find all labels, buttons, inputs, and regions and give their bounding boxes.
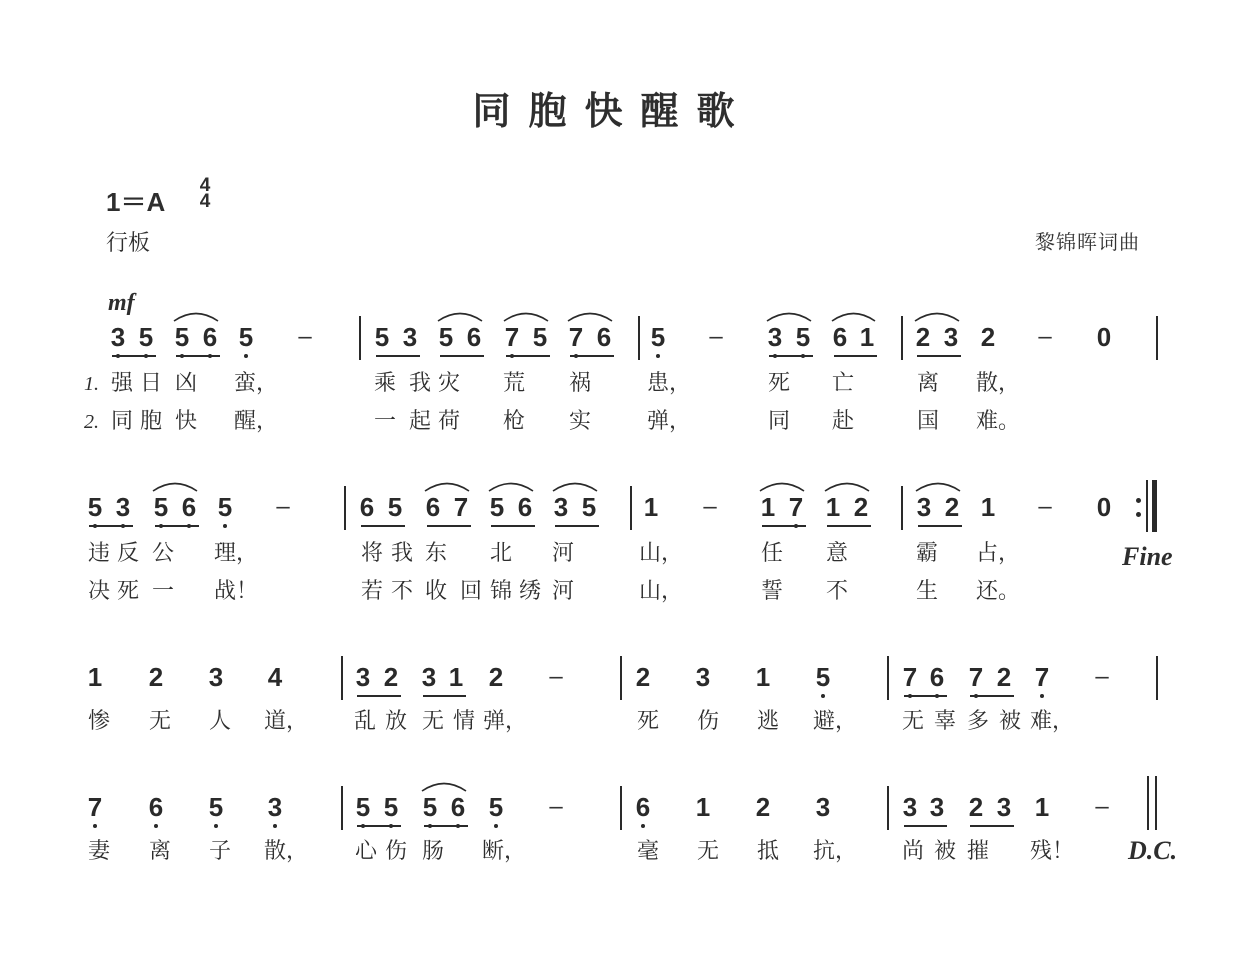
lyric-syllable: 山， (639, 541, 684, 566)
lyric-syllable: 断， (482, 839, 527, 864)
slur-arc (503, 310, 549, 320)
eighth-beam (423, 695, 466, 697)
lyric-syllable: 荒 (502, 371, 525, 396)
lyric-syllable: 惨 (87, 709, 110, 734)
slur-arc (424, 480, 470, 490)
lyric-syllable: 无 (148, 709, 171, 734)
lyric-syllable: 生 (915, 579, 938, 604)
note: 3 (815, 792, 831, 822)
lyric-syllable: 绣 (518, 579, 541, 604)
note: 2 (488, 662, 504, 692)
note: 1 (643, 492, 659, 522)
bar-line (901, 316, 903, 360)
eighth-beam (427, 525, 471, 527)
note: 2 (755, 792, 771, 822)
note: 6 (925, 662, 949, 692)
note: 7 (500, 322, 524, 352)
bar-line (638, 316, 640, 360)
lyric-syllable: 道， (264, 709, 309, 734)
lyric-syllable: 弹， (647, 409, 692, 434)
note: 1 (448, 662, 464, 692)
note: 3 (553, 492, 569, 522)
lyric-syllable: 灾 (437, 371, 460, 396)
lyric-syllable: 散， (264, 839, 309, 864)
note: 6 (425, 492, 441, 522)
lyric-syllable: 尚 (901, 839, 924, 864)
note: 5 (484, 792, 508, 822)
note: 3 (208, 662, 224, 692)
octave-dot (154, 824, 158, 828)
lyric-syllable: 赴 (831, 409, 854, 434)
lyric-syllable: 决 (87, 579, 110, 604)
note: 5 (438, 322, 454, 352)
lyric-syllable: 逃 (756, 709, 779, 734)
lyric-syllable: 乱 (353, 709, 376, 734)
note: 6 (198, 322, 222, 352)
bar-line (1146, 480, 1148, 532)
eighth-beam (361, 525, 405, 527)
note: 2 (968, 792, 984, 822)
eighth-beam (491, 525, 535, 527)
sustain-dash: – (1038, 323, 1052, 350)
lyric-syllable: 弹， (483, 709, 528, 734)
lyric-syllable: 凶 (174, 371, 197, 396)
lyric-syllable: 荷 (437, 409, 460, 434)
note: 7 (898, 662, 922, 692)
slur-arc (831, 310, 876, 320)
note: 4 (267, 662, 283, 692)
note: 3 (106, 322, 130, 352)
eighth-beam (440, 355, 484, 357)
note: 1 (1034, 792, 1050, 822)
double-bar-line (1155, 776, 1157, 830)
lyric-syllable: 蛮， (234, 371, 279, 396)
lyric-syllable: 被 (933, 839, 956, 864)
slur-arc (552, 480, 598, 490)
note: 5 (489, 492, 505, 522)
lyric-syllable: 毫 (636, 839, 659, 864)
eighth-beam (506, 355, 550, 357)
lyric-syllable: 日 (139, 371, 162, 396)
double-bar-line (1147, 776, 1149, 830)
lyric-syllable: 国 (916, 409, 939, 434)
eighth-beam (555, 525, 599, 527)
note: 3 (263, 792, 287, 822)
song-title: 同胞快醒歌 (472, 88, 753, 133)
eighth-beam (112, 355, 156, 357)
octave-dot (273, 824, 277, 828)
sustain-dash: – (276, 493, 290, 520)
lyric-syllable: 无 (696, 839, 719, 864)
note: 6 (596, 322, 612, 352)
note: 1 (755, 662, 771, 692)
note: 5 (387, 492, 403, 522)
note: 5 (83, 492, 107, 522)
note: 2 (996, 662, 1012, 692)
note: 5 (418, 792, 442, 822)
note: 6 (144, 792, 168, 822)
note: 3 (402, 322, 418, 352)
octave-dot (1040, 694, 1044, 698)
bar-line (1156, 316, 1158, 360)
lyric-syllable: 收 (424, 579, 447, 604)
time-signature-top: 4 (199, 175, 211, 196)
lyric-syllable: 醒， (234, 409, 279, 434)
slur-arc (152, 480, 198, 490)
lyric-syllable: 抵 (756, 839, 779, 864)
note: 5 (213, 492, 237, 522)
lyric-syllable: 离 (916, 371, 939, 396)
slur-arc (759, 480, 805, 490)
lyric-syllable: 锦 (489, 579, 512, 604)
octave-dot (821, 694, 825, 698)
octave-dot (93, 824, 97, 828)
slur-arc (766, 310, 812, 320)
lyric-syllable: 多 (966, 709, 989, 734)
note: 3 (916, 492, 932, 522)
note: 7 (83, 792, 107, 822)
lyric-syllable: 河 (551, 579, 574, 604)
eighth-beam (155, 525, 199, 527)
final-bar-line (1152, 480, 1157, 532)
eighth-beam (917, 355, 961, 357)
eighth-beam (904, 695, 947, 697)
note: 1 (980, 492, 996, 522)
lyric-syllable: 北 (489, 541, 512, 566)
repeat-dot (1136, 498, 1141, 503)
sustain-dash: – (703, 493, 717, 520)
note: 1 (859, 322, 875, 352)
lyric-syllable: 无 (421, 709, 444, 734)
tempo-marking: 行板 (106, 231, 151, 256)
note: 2 (915, 322, 931, 352)
octave-dot (494, 824, 498, 828)
bar-line (630, 486, 632, 530)
composer-credit: 黎锦晖词曲 (1035, 230, 1140, 254)
bar-line (887, 786, 889, 830)
lyric-syllable: 摧 (966, 839, 989, 864)
note: 2 (944, 492, 960, 522)
bar-line (341, 656, 343, 700)
lyric-syllable: 不 (390, 579, 413, 604)
bar-line (887, 656, 889, 700)
bar-line (1156, 656, 1158, 700)
lyric-syllable: 强 (110, 371, 133, 396)
lyric-syllable: 被 (998, 709, 1021, 734)
note: 5 (791, 322, 815, 352)
bar-line (359, 316, 361, 360)
lyric-syllable: 肠 (421, 839, 444, 864)
lyric-syllable: 伤 (696, 709, 719, 734)
lyric-syllable: 公 (151, 541, 174, 566)
lyric-syllable: 死 (116, 579, 139, 604)
sustain-dash: – (549, 663, 563, 690)
note: 5 (581, 492, 597, 522)
lyric-syllable: 残！ (1030, 839, 1075, 864)
time-signature (194, 175, 216, 212)
note: 5 (351, 792, 375, 822)
note: 7 (564, 322, 588, 352)
note: 3 (421, 662, 437, 692)
key-signature: 1＝A (106, 187, 166, 217)
lyric-syllable: 快 (174, 409, 197, 434)
lyric-syllable: 患， (647, 371, 692, 396)
note: 2 (980, 322, 996, 352)
lyric-syllable: 祸 (568, 371, 591, 396)
lyric-syllable: 人 (208, 709, 231, 734)
lyric-syllable: 意 (825, 541, 848, 566)
note: 1 (87, 662, 103, 692)
note: 2 (148, 662, 164, 692)
eighth-beam (376, 355, 420, 357)
note: 6 (517, 492, 533, 522)
lyric-syllable: 伤 (384, 839, 407, 864)
lyric-syllable: 违 (87, 541, 110, 566)
dynamic-marking: mf (108, 290, 135, 316)
lyric-syllable: 散， (976, 371, 1021, 396)
lyric-syllable: 辜 (933, 709, 956, 734)
eighth-beam (762, 525, 806, 527)
octave-dot (641, 824, 645, 828)
repeat-dot (1136, 512, 1141, 517)
note: 3 (943, 322, 959, 352)
note: 2 (383, 662, 399, 692)
note: 5 (149, 492, 173, 522)
lyric-syllable: 我 (408, 371, 431, 396)
note: 3 (902, 792, 918, 822)
lyric-syllable: 理， (214, 541, 259, 566)
eighth-beam (827, 525, 871, 527)
lyric-syllable: 战！ (214, 579, 259, 604)
lyric-syllable: 回 (459, 579, 482, 604)
lyric-syllable: 离 (148, 839, 171, 864)
lyric-syllable: 枪 (502, 409, 525, 434)
note: 5 (204, 792, 228, 822)
note: 5 (532, 322, 548, 352)
note: 3 (695, 662, 711, 692)
note: 0 (1096, 492, 1112, 522)
bar-line (901, 486, 903, 530)
note: 5 (379, 792, 403, 822)
note: 6 (631, 792, 655, 822)
eighth-beam (970, 825, 1014, 827)
note: 5 (134, 322, 158, 352)
sustain-dash: – (298, 323, 312, 350)
lyric-syllable: 将 (360, 541, 383, 566)
note: 3 (996, 792, 1012, 822)
octave-dot (244, 354, 248, 358)
octave-dot (223, 524, 227, 528)
sustain-dash: – (1095, 793, 1109, 820)
eighth-beam (357, 695, 401, 697)
lyric-syllable: 同 (110, 409, 133, 434)
note: 7 (1030, 662, 1054, 692)
lyric-syllable: 我 (390, 541, 413, 566)
lyric-syllable: 霸 (915, 541, 938, 566)
lyric-syllable: 抗， (813, 839, 858, 864)
dc-marking: D.C. (1128, 836, 1178, 865)
lyric-syllable: 难。 (976, 409, 1021, 434)
verse-number: 1. (84, 373, 99, 395)
note: 5 (234, 322, 258, 352)
lyric-syllable: 若 (360, 579, 383, 604)
note: 1 (695, 792, 711, 822)
eighth-beam (769, 355, 813, 357)
sustain-dash: – (549, 793, 563, 820)
note: 5 (374, 322, 390, 352)
lyric-syllable: 情 (452, 709, 475, 734)
note: 7 (453, 492, 469, 522)
note: 1 (825, 492, 841, 522)
lyric-syllable: 任 (760, 541, 783, 566)
note: 0 (1096, 322, 1112, 352)
note: 7 (784, 492, 808, 522)
lyric-syllable: 妻 (87, 839, 110, 864)
lyric-syllable: 死 (767, 371, 790, 396)
octave-dot (214, 824, 218, 828)
lyric-syllable: 死 (636, 709, 659, 734)
note: 3 (929, 792, 945, 822)
slur-arc (567, 310, 613, 320)
lyric-syllable: 一 (151, 579, 174, 604)
note: 6 (359, 492, 375, 522)
bar-line (341, 786, 343, 830)
note: 2 (853, 492, 869, 522)
lyric-syllable: 放 (384, 709, 407, 734)
lyric-syllable: 誓 (760, 579, 783, 604)
note: 5 (811, 662, 835, 692)
eighth-beam (970, 695, 1014, 697)
note: 5 (170, 322, 194, 352)
eighth-beam (176, 355, 220, 357)
sustain-dash: – (1095, 663, 1109, 690)
slur-arc (914, 310, 960, 320)
eighth-beam (424, 825, 468, 827)
lyric-syllable: 山， (639, 579, 684, 604)
bar-line (620, 656, 622, 700)
lyric-syllable: 难， (1030, 709, 1075, 734)
note: 7 (964, 662, 988, 692)
fine-marking: Fine (1122, 542, 1173, 571)
note: 6 (177, 492, 201, 522)
lyric-syllable: 子 (208, 839, 231, 864)
bar-line (344, 486, 346, 530)
lyric-syllable: 东 (424, 541, 447, 566)
eighth-beam (357, 825, 401, 827)
slur-arc (915, 480, 961, 490)
note: 3 (355, 662, 371, 692)
eighth-beam (904, 825, 947, 827)
lyric-syllable: 避， (813, 709, 858, 734)
slur-arc (421, 780, 467, 790)
lyric-syllable: 亡 (831, 371, 854, 396)
lyric-syllable: 反 (116, 541, 139, 566)
lyric-syllable: 心 (354, 839, 377, 864)
lyric-syllable: 无 (901, 709, 924, 734)
verse-number: 2. (84, 411, 99, 433)
lyric-syllable: 河 (551, 541, 574, 566)
eighth-beam (918, 525, 962, 527)
lyric-syllable: 起 (408, 409, 431, 434)
octave-dot (656, 354, 660, 358)
lyric-syllable: 乘 (373, 371, 396, 396)
note: 6 (832, 322, 848, 352)
note: 5 (646, 322, 670, 352)
note: 3 (763, 322, 787, 352)
lyric-syllable: 还。 (976, 579, 1021, 604)
slur-arc (173, 310, 219, 320)
eighth-beam (834, 355, 877, 357)
note: 2 (635, 662, 651, 692)
eighth-beam (89, 525, 133, 527)
lyric-syllable: 占， (976, 541, 1021, 566)
sustain-dash: – (709, 323, 723, 350)
note: 6 (446, 792, 470, 822)
sustain-dash: – (1038, 493, 1052, 520)
time-signature-bottom: 4 (199, 191, 211, 212)
eighth-beam (570, 355, 614, 357)
lyric-syllable: 同 (767, 409, 790, 434)
note: 1 (760, 492, 776, 522)
lyric-syllable: 不 (825, 579, 848, 604)
slur-arc (824, 480, 870, 490)
slur-arc (437, 310, 483, 320)
lyric-syllable: 胞 (139, 409, 162, 434)
bar-line (620, 786, 622, 830)
note: 3 (111, 492, 135, 522)
slur-arc (488, 480, 534, 490)
lyric-syllable: 实 (568, 409, 591, 434)
lyric-syllable: 一 (373, 409, 396, 434)
note: 6 (466, 322, 482, 352)
